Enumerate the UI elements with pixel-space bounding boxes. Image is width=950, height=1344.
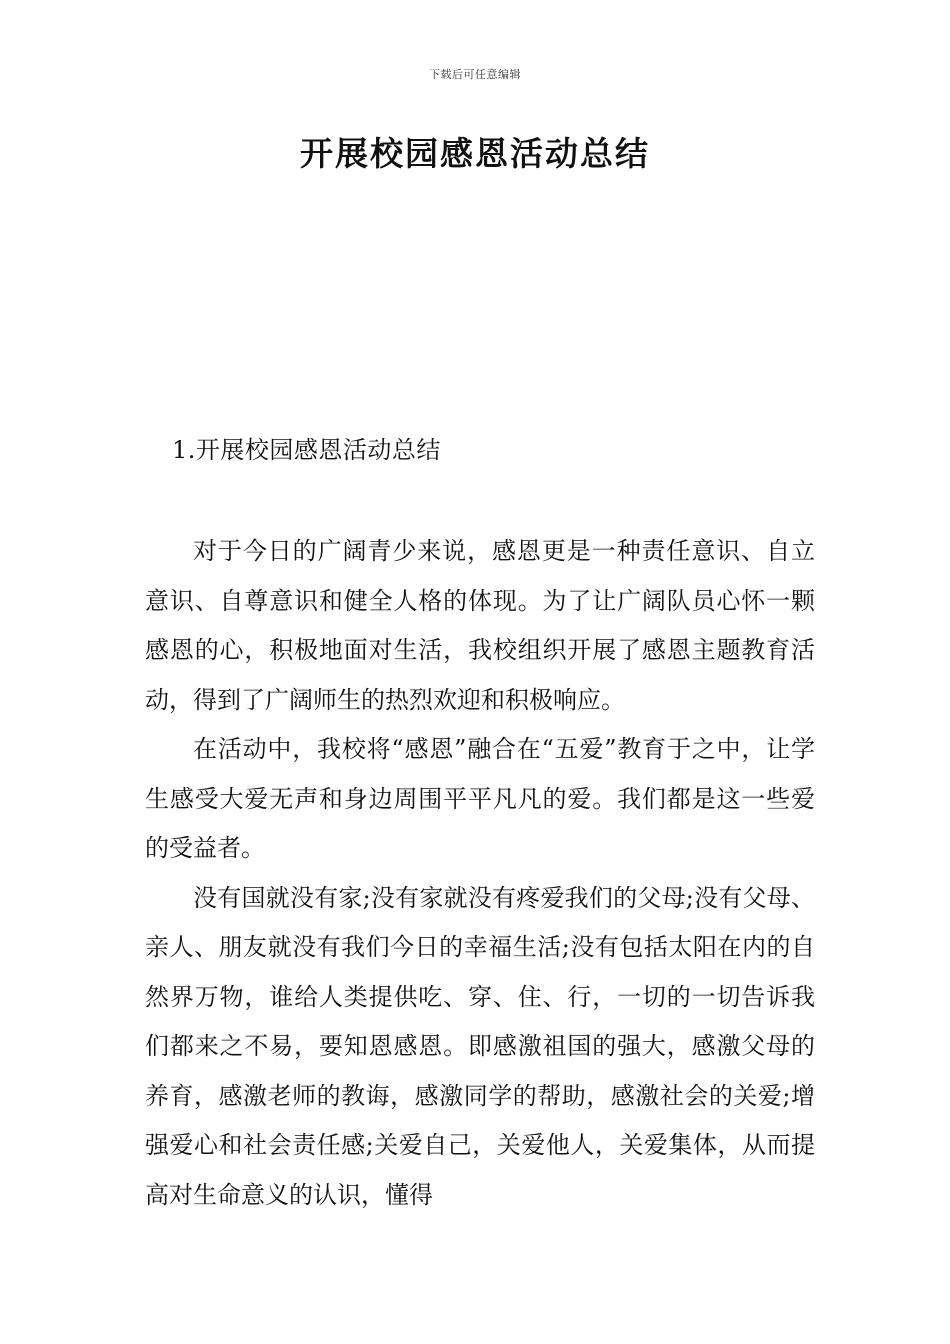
paragraph-2: 在活动中，我校将“感恩”融合在“五爱”教育于之中，让学生感受大爱无声和身边周围平平凡凡的爱。我们都是这一些爱的受益者。 xyxy=(145,735,815,862)
paragraph-3: 没有国就没有家;没有家就没有疼爱我们的父母;没有父母、亲人、朋友就没有我们今日的幸福生活;没有包括太阳在内的自然界万物，谁给人类提供吃、穿、住、行，一切的一切告诉我们都来之不易，要知恩感恩。即感激祖国的强大，感激父母的养育，感激老师的教诲，感激同学的帮助，感激社会的关爱;增强爱心和社会责任感;关爱自己，关爱他人，关爱集体，从而提高对生命意义的认识，懂得 xyxy=(145,883,815,1209)
paragraph-1: 对于今日的广阔青少来说，感恩更是一种责任意识、自立意识、自尊意识和健全人格的体现。为了让广阔队员心怀一颗感恩的心，积极地面对生活，我校组织开展了感恩主题教育活动，得到了广阔师生的热烈欢迎和积极响应。 xyxy=(145,537,815,714)
header-note: 下载后可任意编辑 xyxy=(429,68,521,81)
document-title: 开展校园感恩活动总结 xyxy=(300,134,650,173)
body-text xyxy=(145,527,815,1220)
section-heading: 1.开展校园感恩活动总结 xyxy=(172,436,441,464)
